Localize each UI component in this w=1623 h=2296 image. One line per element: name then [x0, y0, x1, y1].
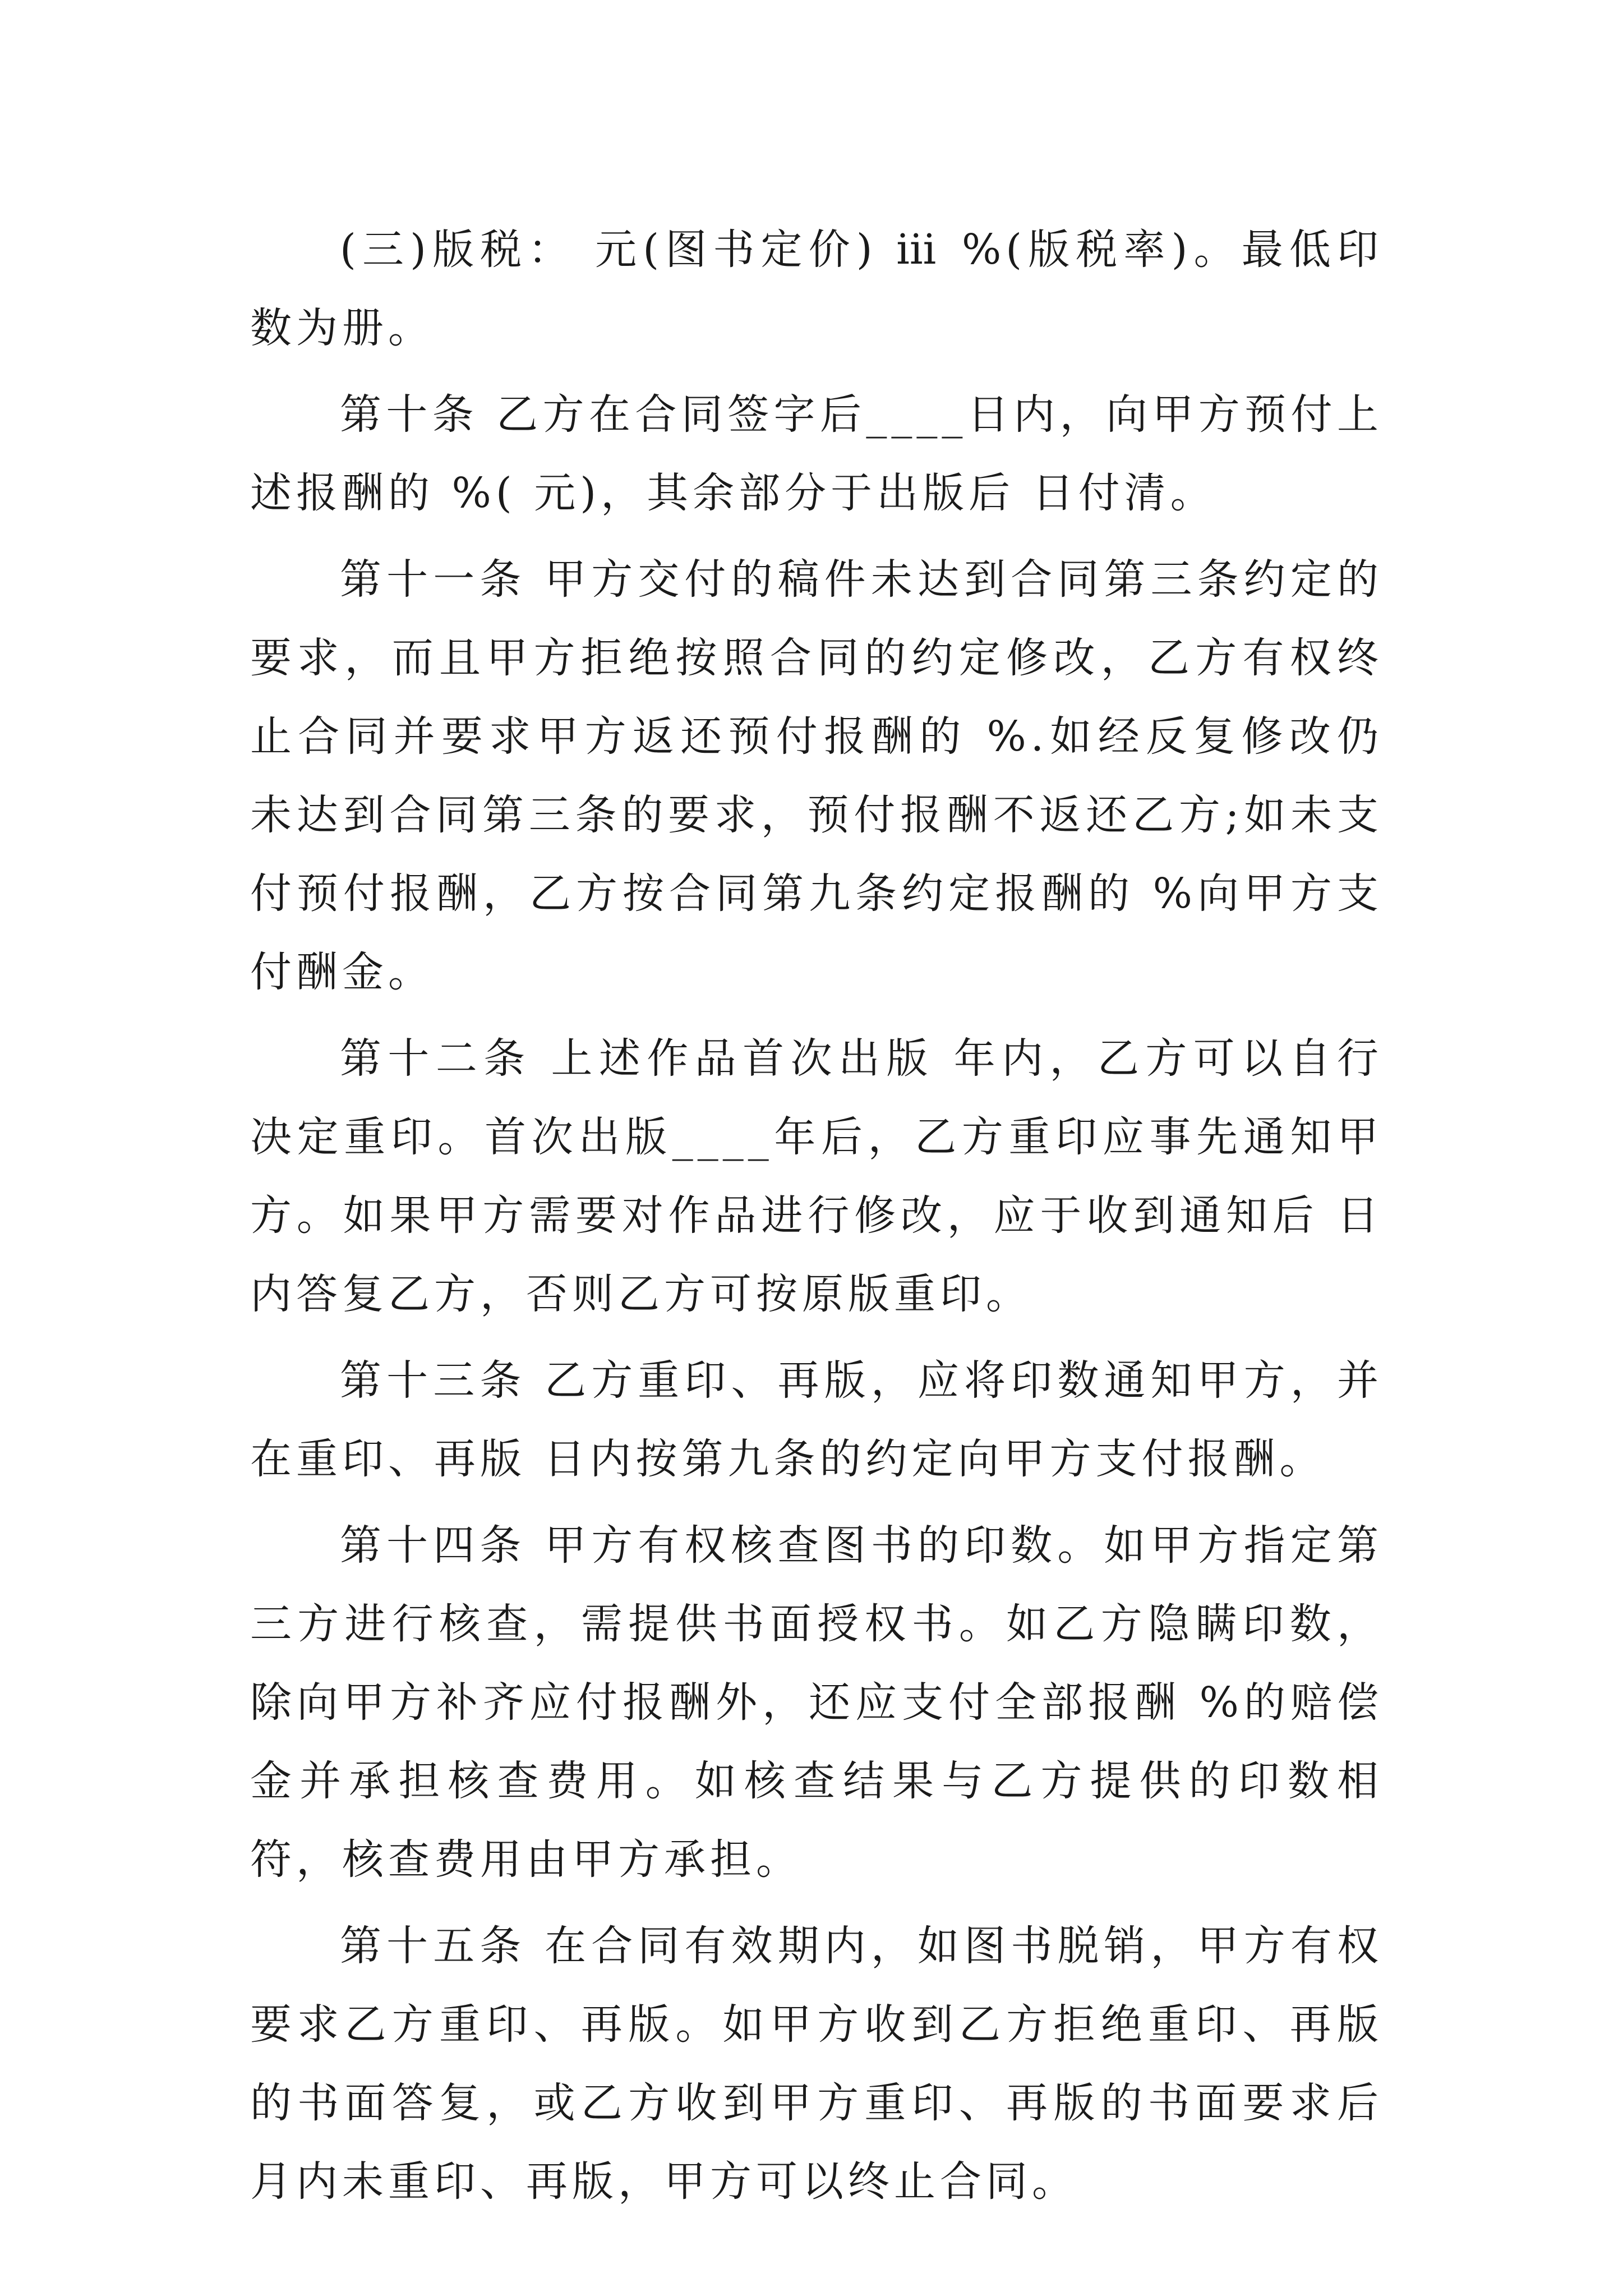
- document-body: [250, 210, 1401, 2221]
- paragraph-royalty: (三)版税： 元(图书定价) ⅲ %(版税率)。最低印数为册。: [250, 226, 1383, 352]
- paragraph-article-11: 第十一条 甲方交付的稿件未达到合同第三条约定的要求，而且甲方拒绝按照合同的约定修改，乙方有权终止合同并要求甲方返还预付报酬的 %.如经反复修改仍未达到合同第三条的要求，预付报酬不返还乙方;如未支付预付报酬，乙方按合同第九条约定报酬的 %向甲方支付酬金。: [250, 555, 1383, 996]
- paragraph-article-15: 第十五条 在合同有效期内，如图书脱销，甲方有权要求乙方重印、再版。如甲方收到乙方拒绝重印、再版的书面答复，或乙方收到甲方重印、再版的书面要求后 月内未重印、再版，甲方可以终止合同。: [250, 1922, 1401, 2206]
- paragraph-article-13: 第十三条 乙方重印、再版，应将印数通知甲方，并在重印、再版 日内按第九条的约定向甲方支付报酬。: [250, 1356, 1383, 1483]
- paragraph-article-12: 第十二条 上述作品首次出版 年内，乙方可以自行决定重印。首次出版____年后，乙方重印应事先通知甲方。如果甲方需要对作品进行修改，应于收到通知后 日内答复乙方，否则乙方可按原版重印。: [250, 1034, 1383, 1318]
- paragraph-article-14: 第十四条 甲方有权核查图书的印数。如甲方指定第三方进行核查，需提供书面授权书。如乙方隐瞒印数，除向甲方补齐应付报酬外，还应支付全部报酬 %的赔偿金并承担核查费用。如核查结果与乙方提供的印数相符，核查费用由甲方承担。: [250, 1521, 1383, 1884]
- paragraph-article-10: 第十条 乙方在合同签字后____日内，向甲方预付上述报酬的 %( 元)，其余部分于出版后 日付清。: [250, 390, 1383, 517]
